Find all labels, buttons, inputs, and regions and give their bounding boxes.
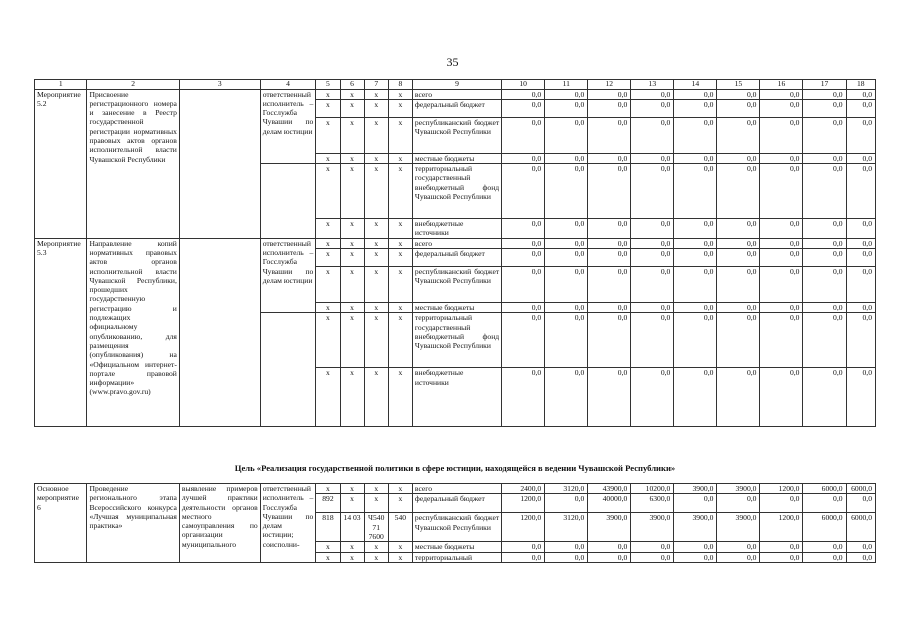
amount-cell: 0,0	[846, 238, 875, 248]
amount-cell: 0,0	[803, 266, 846, 302]
source-cell: федеральный бюджет	[412, 494, 501, 513]
code-cell: x	[364, 89, 388, 99]
amount-cell: 0,0	[760, 117, 803, 153]
executor-cell: ответственный исполнитель – Госслужба Чувашии по делам юстиции	[260, 89, 316, 164]
amount-cell: 0,0	[846, 302, 875, 312]
code-cell: x	[340, 302, 364, 312]
code-cell: x	[388, 484, 412, 494]
amount-cell: 0,0	[760, 494, 803, 513]
amount-cell: 0,0	[717, 302, 760, 312]
code-cell: x	[340, 238, 364, 248]
amount-cell: 3900,0	[717, 484, 760, 494]
code-cell: 892	[316, 494, 340, 513]
amount-cell: 3900,0	[674, 484, 717, 494]
amount-cell: 0,0	[674, 238, 717, 248]
amount-cell: 0,0	[674, 552, 717, 562]
code-cell: x	[340, 494, 364, 513]
code-cell: x	[316, 219, 340, 239]
amount-cell: 0,0	[760, 266, 803, 302]
code-cell: x	[364, 238, 388, 248]
code-cell: Ч54071 7600	[364, 513, 388, 542]
code-cell: x	[388, 302, 412, 312]
code-cell: x	[388, 89, 412, 99]
activity-label: Основное мероприятие 6	[35, 484, 87, 563]
amount-cell: 0,0	[545, 117, 588, 153]
code-cell: 540	[388, 513, 412, 542]
executor-cell: ответственный исполнитель – Госслужба Чувашии по делам юстиции	[260, 238, 316, 313]
source-cell: всего	[412, 484, 501, 494]
code-cell: x	[340, 153, 364, 163]
amount-cell: 0,0	[502, 117, 545, 153]
code-cell: x	[340, 117, 364, 153]
code-cell: x	[388, 117, 412, 153]
source-cell: федеральный бюджет	[412, 99, 501, 117]
amount-cell: 0,0	[760, 89, 803, 99]
amount-cell: 0,0	[545, 266, 588, 302]
amount-cell: 0,0	[545, 313, 588, 368]
page-number: 35	[446, 55, 459, 69]
amount-cell: 0,0	[803, 313, 846, 368]
code-cell: x	[364, 302, 388, 312]
budget-table-top	[34, 79, 876, 427]
code-cell: x	[316, 542, 340, 552]
code-cell: x	[316, 302, 340, 312]
amount-cell: 0,0	[846, 552, 875, 562]
code-cell: x	[388, 542, 412, 552]
header-cell: 5	[316, 80, 340, 90]
amount-cell: 0,0	[803, 552, 846, 562]
code-cell: x	[364, 153, 388, 163]
amount-cell: 0,0	[502, 99, 545, 117]
amount-cell: 0,0	[631, 542, 674, 552]
amount-cell: 0,0	[588, 248, 631, 266]
amount-cell: 1200,0	[760, 484, 803, 494]
table-row	[35, 484, 876, 494]
amount-cell: 0,0	[674, 313, 717, 368]
code-cell: x	[340, 219, 364, 239]
amount-cell: 0,0	[502, 164, 545, 219]
header-cell: 3	[179, 80, 260, 90]
amount-cell: 0,0	[760, 248, 803, 266]
code-cell: x	[364, 164, 388, 219]
code-cell: x	[388, 266, 412, 302]
amount-cell: 0,0	[760, 153, 803, 163]
amount-cell: 0,0	[545, 99, 588, 117]
amount-cell: 0,0	[717, 552, 760, 562]
source-cell: внебюджетные источники	[412, 368, 501, 427]
amount-cell: 0,0	[674, 368, 717, 427]
amount-cell: 0,0	[588, 99, 631, 117]
amount-cell: 0,0	[674, 153, 717, 163]
amount-cell: 0,0	[803, 99, 846, 117]
amount-cell: 0,0	[588, 219, 631, 239]
amount-cell: 0,0	[631, 266, 674, 302]
amount-cell: 0,0	[545, 238, 588, 248]
amount-cell: 0,0	[846, 248, 875, 266]
amount-cell: 0,0	[760, 302, 803, 312]
amount-cell: 0,0	[717, 313, 760, 368]
code-cell: x	[340, 266, 364, 302]
code-cell: x	[364, 266, 388, 302]
amount-cell: 0,0	[803, 494, 846, 513]
header-cell: 18	[846, 80, 875, 90]
activity-label: Мероприятие 5.2	[35, 89, 87, 238]
amount-cell: 0,0	[760, 219, 803, 239]
amount-cell: 0,0	[803, 302, 846, 312]
amount-cell: 3900,0	[588, 513, 631, 542]
code-cell: x	[364, 484, 388, 494]
amount-cell: 0,0	[846, 117, 875, 153]
amount-cell: 0,0	[545, 302, 588, 312]
code-cell: x	[316, 552, 340, 562]
header-cell: 9	[412, 80, 501, 90]
source-cell: местные бюджеты	[412, 153, 501, 163]
code-cell: x	[316, 484, 340, 494]
amount-cell: 6300,0	[631, 494, 674, 513]
amount-cell: 0,0	[803, 368, 846, 427]
header-cell: 8	[388, 80, 412, 90]
amount-cell: 0,0	[545, 542, 588, 552]
source-cell: местные бюджеты	[412, 302, 501, 312]
activity-name: Проведение регионального этапа Всероссийского конкурса «Лучшая муниципальная практика»	[87, 484, 179, 563]
source-cell: всего	[412, 238, 501, 248]
amount-cell: 0,0	[803, 89, 846, 99]
amount-cell: 3900,0	[674, 513, 717, 542]
amount-cell: 0,0	[674, 89, 717, 99]
executor-cell: ответственный исполнитель – Госслужба Чувашии по делам юстиции; соисполни-	[260, 484, 316, 563]
budget-table-bottom	[34, 483, 876, 563]
code-cell: x	[340, 484, 364, 494]
amount-cell: 0,0	[502, 542, 545, 552]
source-cell: территориальный государственный внебюджетный фонд Чувашской Республики	[412, 164, 501, 219]
amount-cell: 3900,0	[631, 513, 674, 542]
amount-cell: 0,0	[502, 302, 545, 312]
amount-cell: 0,0	[760, 164, 803, 219]
amount-cell: 0,0	[674, 542, 717, 552]
amount-cell: 0,0	[674, 164, 717, 219]
code-cell: 818	[316, 513, 340, 542]
code-cell: x	[388, 248, 412, 266]
amount-cell: 0,0	[846, 494, 875, 513]
goal-cell: выявление примеров лучшей практики деятельности органов местного самоуправления по организации муниципального	[179, 484, 260, 563]
code-cell: x	[316, 313, 340, 368]
amount-cell: 0,0	[502, 266, 545, 302]
executor-empty	[260, 164, 316, 239]
amount-cell: 0,0	[674, 266, 717, 302]
amount-cell: 0,0	[502, 313, 545, 368]
header-cell: 10	[502, 80, 545, 90]
amount-cell: 0,0	[674, 117, 717, 153]
amount-cell: 0,0	[717, 238, 760, 248]
amount-cell: 0,0	[588, 266, 631, 302]
amount-cell: 0,0	[846, 266, 875, 302]
amount-cell: 43900,0	[588, 484, 631, 494]
code-cell: x	[364, 552, 388, 562]
code-cell: x	[316, 368, 340, 427]
amount-cell: 0,0	[846, 164, 875, 219]
amount-cell: 3120,0	[545, 513, 588, 542]
amount-cell: 0,0	[545, 552, 588, 562]
source-cell: всего	[412, 89, 501, 99]
activity-name: Направление копий нормативных правовых актов органов исполнительной власти Чувашской Республики, прошедших государственную регистрацию и подлежащих официальному опубликованию, для размещения (опубликования) на «Официальном интернет-портале правовой информации» (www.pravo.gov.ru)	[87, 238, 179, 427]
amount-cell: 0,0	[717, 153, 760, 163]
amount-cell: 0,0	[631, 313, 674, 368]
amount-cell: 0,0	[803, 238, 846, 248]
source-cell: местные бюджеты	[412, 542, 501, 552]
amount-cell: 0,0	[588, 552, 631, 562]
code-cell: x	[340, 99, 364, 117]
amount-cell: 0,0	[545, 153, 588, 163]
amount-cell: 0,0	[631, 368, 674, 427]
amount-cell: 0,0	[545, 219, 588, 239]
amount-cell: 0,0	[631, 219, 674, 239]
amount-cell: 0,0	[760, 368, 803, 427]
code-cell: x	[364, 313, 388, 368]
amount-cell: 40000,0	[588, 494, 631, 513]
amount-cell: 0,0	[502, 552, 545, 562]
amount-cell: 0,0	[846, 153, 875, 163]
amount-cell: 0,0	[674, 494, 717, 513]
code-cell: x	[316, 117, 340, 153]
amount-cell: 0,0	[846, 542, 875, 552]
code-cell: x	[364, 542, 388, 552]
amount-cell: 0,0	[803, 219, 846, 239]
amount-cell: 0,0	[588, 368, 631, 427]
source-cell: территориальный	[412, 552, 501, 562]
amount-cell: 0,0	[545, 248, 588, 266]
amount-cell: 0,0	[502, 238, 545, 248]
code-cell: x	[340, 313, 364, 368]
amount-cell: 0,0	[545, 494, 588, 513]
amount-cell: 0,0	[588, 238, 631, 248]
code-cell: x	[388, 219, 412, 239]
code-cell: x	[388, 164, 412, 219]
amount-cell: 0,0	[631, 99, 674, 117]
goal-cell	[179, 238, 260, 427]
amount-cell: 0,0	[717, 266, 760, 302]
amount-cell: 0,0	[502, 368, 545, 427]
amount-cell: 0,0	[760, 313, 803, 368]
code-cell: x	[364, 494, 388, 513]
amount-cell: 1200,0	[502, 494, 545, 513]
amount-cell: 0,0	[545, 164, 588, 219]
amount-cell: 0,0	[631, 552, 674, 562]
goal-cell	[179, 89, 260, 238]
source-cell: республиканский бюджет Чувашской Республики	[412, 266, 501, 302]
amount-cell: 0,0	[803, 248, 846, 266]
amount-cell: 0,0	[717, 117, 760, 153]
source-cell: республиканский бюджет Чувашской Республики	[412, 513, 501, 542]
code-cell: x	[316, 266, 340, 302]
executor-empty	[260, 313, 316, 427]
code-cell: x	[364, 219, 388, 239]
amount-cell: 0,0	[674, 99, 717, 117]
code-cell: x	[388, 99, 412, 117]
amount-cell: 0,0	[717, 248, 760, 266]
amount-cell: 0,0	[846, 99, 875, 117]
amount-cell: 0,0	[545, 368, 588, 427]
amount-cell: 0,0	[631, 89, 674, 99]
header-cell: 4	[260, 80, 316, 90]
amount-cell: 6000,0	[846, 513, 875, 542]
amount-cell: 3120,0	[545, 484, 588, 494]
amount-cell: 0,0	[846, 368, 875, 427]
amount-cell: 6000,0	[803, 513, 846, 542]
amount-cell: 0,0	[588, 89, 631, 99]
source-cell: республиканский бюджет Чувашской Республики	[412, 117, 501, 153]
code-cell: x	[340, 164, 364, 219]
table-row	[35, 238, 876, 248]
header-cell: 2	[87, 80, 179, 90]
header-cell: 12	[588, 80, 631, 90]
amount-cell: 0,0	[631, 153, 674, 163]
code-cell: 14 03	[340, 513, 364, 542]
amount-cell: 3900,0	[717, 513, 760, 542]
amount-cell: 10200,0	[631, 484, 674, 494]
amount-cell: 0,0	[631, 117, 674, 153]
amount-cell: 6000,0	[846, 484, 875, 494]
amount-cell: 0,0	[846, 89, 875, 99]
code-cell: x	[340, 542, 364, 552]
amount-cell: 0,0	[760, 552, 803, 562]
header-cell: 7	[364, 80, 388, 90]
amount-cell: 2400,0	[502, 484, 545, 494]
code-cell: x	[316, 248, 340, 266]
code-cell: x	[388, 368, 412, 427]
amount-cell: 0,0	[803, 164, 846, 219]
code-cell: x	[388, 552, 412, 562]
code-cell: x	[364, 368, 388, 427]
amount-cell: 0,0	[588, 542, 631, 552]
amount-cell: 0,0	[631, 302, 674, 312]
header-cell: 11	[545, 80, 588, 90]
source-cell: территориальный государственный внебюджетный фонд Чувашской Республики	[412, 313, 501, 368]
amount-cell: 6000,0	[803, 484, 846, 494]
table-row	[35, 89, 876, 99]
header-cell: 17	[803, 80, 846, 90]
code-cell: x	[388, 238, 412, 248]
code-cell: x	[316, 238, 340, 248]
source-cell: внебюджетные источники	[412, 219, 501, 239]
code-cell: x	[388, 313, 412, 368]
amount-cell: 0,0	[717, 89, 760, 99]
amount-cell: 0,0	[717, 494, 760, 513]
code-cell: x	[388, 153, 412, 163]
amount-cell: 0,0	[588, 313, 631, 368]
code-cell: x	[316, 89, 340, 99]
amount-cell: 0,0	[588, 117, 631, 153]
amount-cell: 0,0	[502, 219, 545, 239]
code-cell: x	[340, 552, 364, 562]
code-cell: x	[388, 494, 412, 513]
amount-cell: 1200,0	[502, 513, 545, 542]
amount-cell: 1200,0	[760, 513, 803, 542]
amount-cell: 0,0	[674, 248, 717, 266]
header-cell: 15	[717, 80, 760, 90]
amount-cell: 0,0	[674, 302, 717, 312]
code-cell: x	[316, 153, 340, 163]
header-cell: 14	[674, 80, 717, 90]
code-cell: x	[364, 117, 388, 153]
amount-cell: 0,0	[717, 542, 760, 552]
code-cell: x	[316, 164, 340, 219]
amount-cell: 0,0	[846, 219, 875, 239]
amount-cell: 0,0	[674, 219, 717, 239]
header-cell: 6	[340, 80, 364, 90]
code-cell: x	[316, 99, 340, 117]
header-cell: 13	[631, 80, 674, 90]
header-row	[35, 80, 876, 90]
amount-cell: 0,0	[717, 99, 760, 117]
source-cell: федеральный бюджет	[412, 248, 501, 266]
amount-cell: 0,0	[502, 153, 545, 163]
amount-cell: 0,0	[631, 248, 674, 266]
amount-cell: 0,0	[588, 153, 631, 163]
amount-cell: 0,0	[760, 542, 803, 552]
amount-cell: 0,0	[588, 302, 631, 312]
amount-cell: 0,0	[760, 99, 803, 117]
amount-cell: 0,0	[760, 238, 803, 248]
code-cell: x	[340, 368, 364, 427]
code-cell: x	[340, 248, 364, 266]
header-cell: 16	[760, 80, 803, 90]
header-cell: 1	[35, 80, 87, 90]
amount-cell: 0,0	[545, 89, 588, 99]
activity-label: Мероприятие 5.3	[35, 238, 87, 427]
amount-cell: 0,0	[631, 238, 674, 248]
amount-cell: 0,0	[717, 368, 760, 427]
code-cell: x	[340, 89, 364, 99]
amount-cell: 0,0	[846, 313, 875, 368]
goal-heading: Цель «Реализация государственной политики в сфере юстиции, находящейся в ведении Чувашской Республики»	[234, 463, 676, 473]
code-cell: x	[364, 248, 388, 266]
amount-cell: 0,0	[502, 248, 545, 266]
amount-cell: 0,0	[631, 164, 674, 219]
amount-cell: 0,0	[717, 219, 760, 239]
amount-cell: 0,0	[803, 153, 846, 163]
code-cell: x	[364, 99, 388, 117]
activity-name: Присвоение регистрационного номера и занесение в Реестр государственной регистрации нормативных правовых актов органов исполнительной власти Чувашской Республики	[87, 89, 179, 238]
amount-cell: 0,0	[803, 117, 846, 153]
amount-cell: 0,0	[803, 542, 846, 552]
amount-cell: 0,0	[588, 164, 631, 219]
amount-cell: 0,0	[502, 89, 545, 99]
amount-cell: 0,0	[717, 164, 760, 219]
